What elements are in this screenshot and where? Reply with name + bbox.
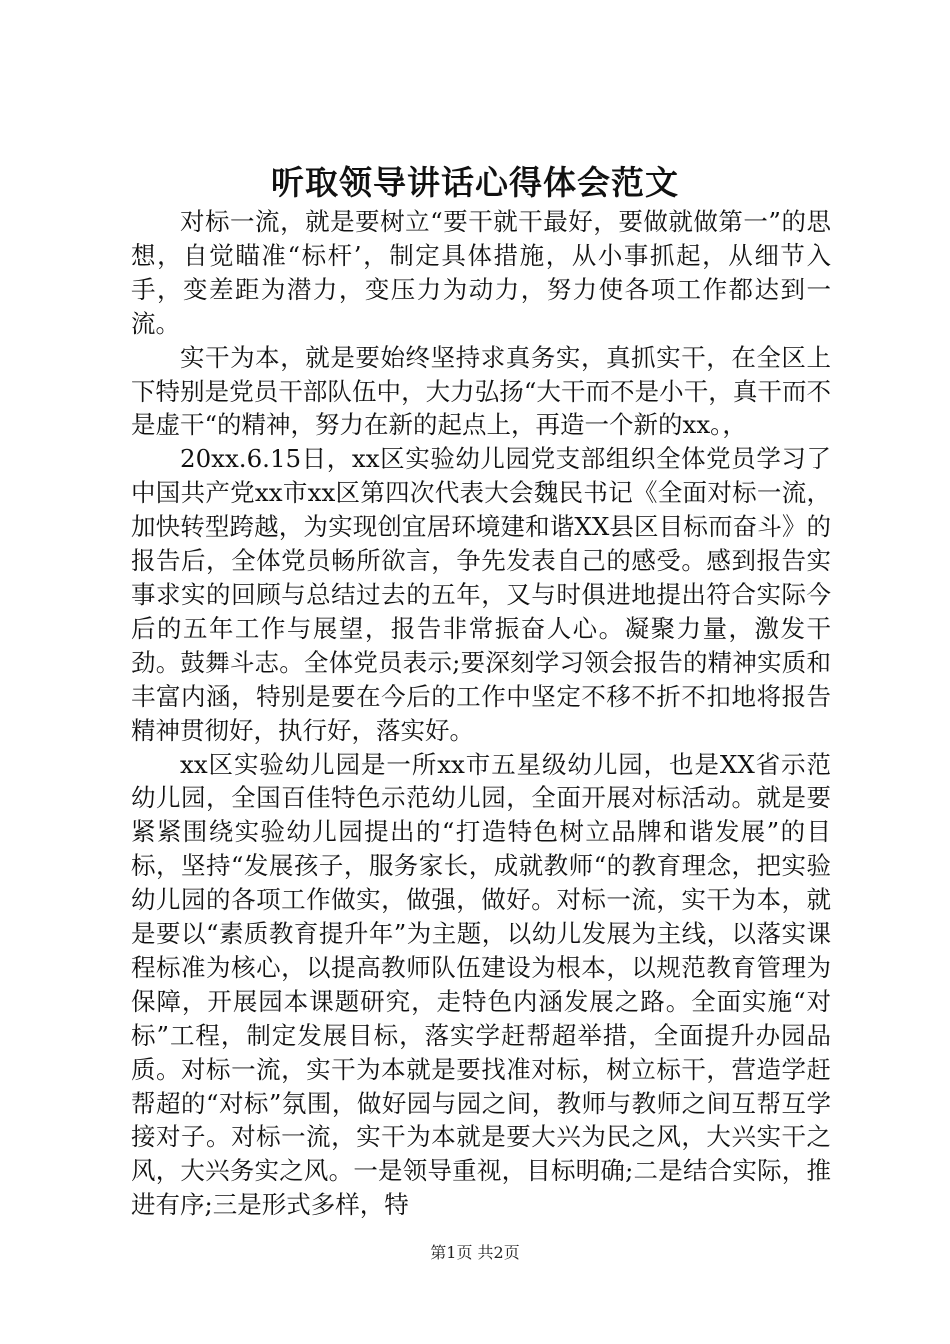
document-body bbox=[131, 205, 831, 1222]
paragraph-2: 实干为本，就是要始终坚持求真务实，真抓实干，在全区上下特别是党员干部队伍中，大力弘扬“大干而不是小干，真干而不是虚干“的精神，努力在新的起点上，再造一个新的xx。， bbox=[131, 342, 831, 440]
document-title: 听取领导讲话心得体会范文 bbox=[271, 163, 679, 202]
paragraph-3: 20xx.6.15日，xx区实验幼儿园党支部组织全体党员学习了中国共产党xx市xx区第四次代表大会魏民书记《全面对标一流，加快转型跨越，为实现创宜居环境建和谐XX县区目标而奋斗》的报告后，全体党员畅所欲言，争先发表自己的感受。感到报告实事求实的回顾与总结过去的五年，又与时俱进地提出符合实际今后的五年工作与展望，报告非常振奋人心。凝聚力量，激发干劲。鼓舞斗志。全体党员表示;要深刻学习领会报告的精神实质和丰富内涵，特别是要在今后的工作中坚定不移不折不扣地将报告精神贯彻好，执行好，落实好。 bbox=[131, 444, 831, 745]
paragraph-1: 对标一流，就是要树立“要干就干最好，要做就做第一”的思想，自觉瞄准“标杆’，制定具体措施，从小事抓起，从细节入手，变差距为潜力，变压力为动力，努力使各项工作都达到一流。 bbox=[131, 207, 831, 338]
paragraph-4: xx区实验幼儿园是一所xx市五星级幼儿园，也是XX省示范幼儿园，全国百佳特色示范幼儿园，全面开展对标活动。就是要紧紧围绕实验幼儿园提出的“打造特色树立品牌和谐发展”的目标，坚持“发展孩子，服务家长，成就教师“的教育理念，把实验幼儿园的各项工作做实，做强，做好。对标一流，实干为本，就是要以“素质教育提升年”为主题，以幼儿发展为主线，以落实课程标准为核心，以提高教师队伍建设为根本，以规范教育管理为保障，开展园本课题研究，走特色内涵发展之路。全面实施“对标”工程，制定发展目标，落实学赶帮超举措，全面提升办园品质。对标一流，实干为本就是要找准对标，树立标干，营造学赶帮超的“对标”氛围，做好园与园之间，教师与教师之间互帮互学接对子。对标一流，实干为本就是要大兴为民之风，大兴实干之风，大兴务实之风。一是领导重视，目标明确;二是结合实际，推进有序;三是形式多样，特 bbox=[131, 749, 831, 1220]
page-footer: 第1页 共2页 bbox=[430, 1243, 520, 1262]
